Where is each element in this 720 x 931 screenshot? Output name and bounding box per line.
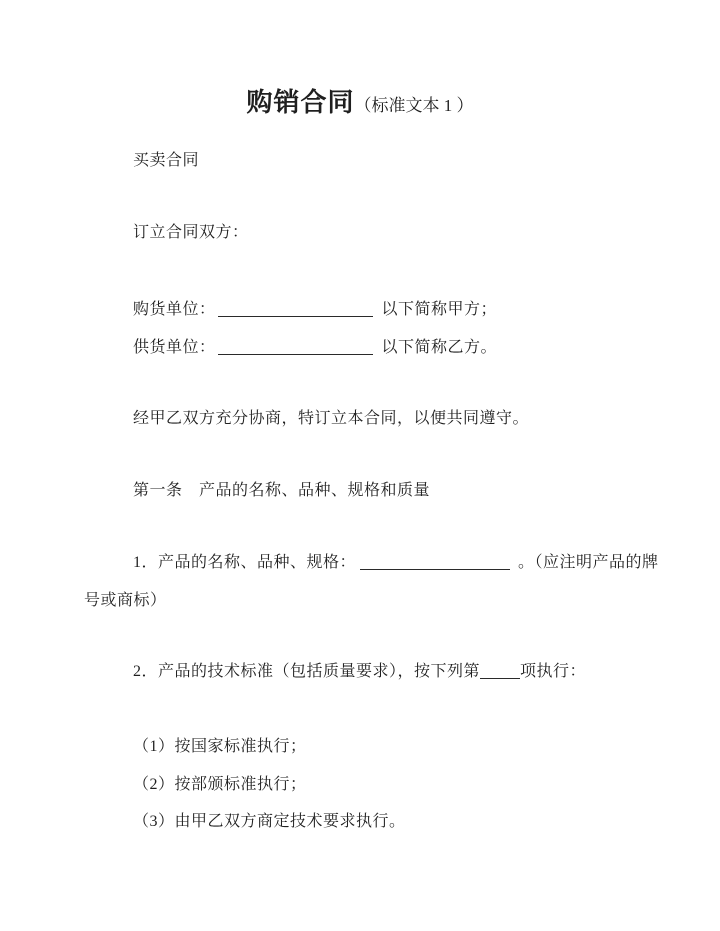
line-seller — [133, 338, 497, 358]
item-number-blank-line — [480, 664, 520, 679]
line-buyer — [133, 300, 497, 320]
document-title-main: 购销合同 — [246, 88, 355, 117]
seller-shortname-text: 以下简称乙方。 — [381, 339, 498, 356]
item2-suffix-text: 项执行： — [520, 663, 587, 680]
item1-note-text: 。（应注明产品的牌 — [518, 554, 659, 571]
line-preamble: 经甲乙双方充分协商，特订立本合同，以便共同遵守。 — [133, 410, 530, 427]
line-contract-type: 买卖合同 — [133, 152, 200, 169]
seller-label: 供货单位： — [133, 339, 216, 356]
document-title — [0, 82, 720, 119]
line-item1-wrap: 号或商标） — [84, 592, 167, 609]
line-article1-heading: 第一条 产品的名称、品种、规格和质量 — [133, 482, 431, 499]
item2-label: 2．产品的技术标准（包括质量要求），按下列第 — [133, 663, 481, 680]
line-option2: （2）按部颁标准执行； — [133, 776, 307, 793]
line-item2 — [133, 662, 586, 682]
line-parties-intro: 订立合同双方： — [133, 224, 249, 241]
line-option3: （3）由甲乙双方商定技术要求执行。 — [133, 813, 406, 830]
buyer-name-blank-line — [218, 302, 373, 317]
buyer-label: 购货单位： — [133, 301, 216, 318]
seller-name-blank-line — [218, 340, 373, 355]
document-title-subtitle: （标准文本 1 ） — [354, 96, 474, 115]
product-spec-blank-line — [360, 555, 510, 570]
buyer-shortname-text: 以下简称甲方； — [381, 301, 498, 318]
line-item1 — [133, 553, 659, 573]
line-option1: （1）按国家标准执行； — [133, 738, 307, 755]
item1-label: 1．产品的名称、品种、规格： — [133, 554, 357, 571]
